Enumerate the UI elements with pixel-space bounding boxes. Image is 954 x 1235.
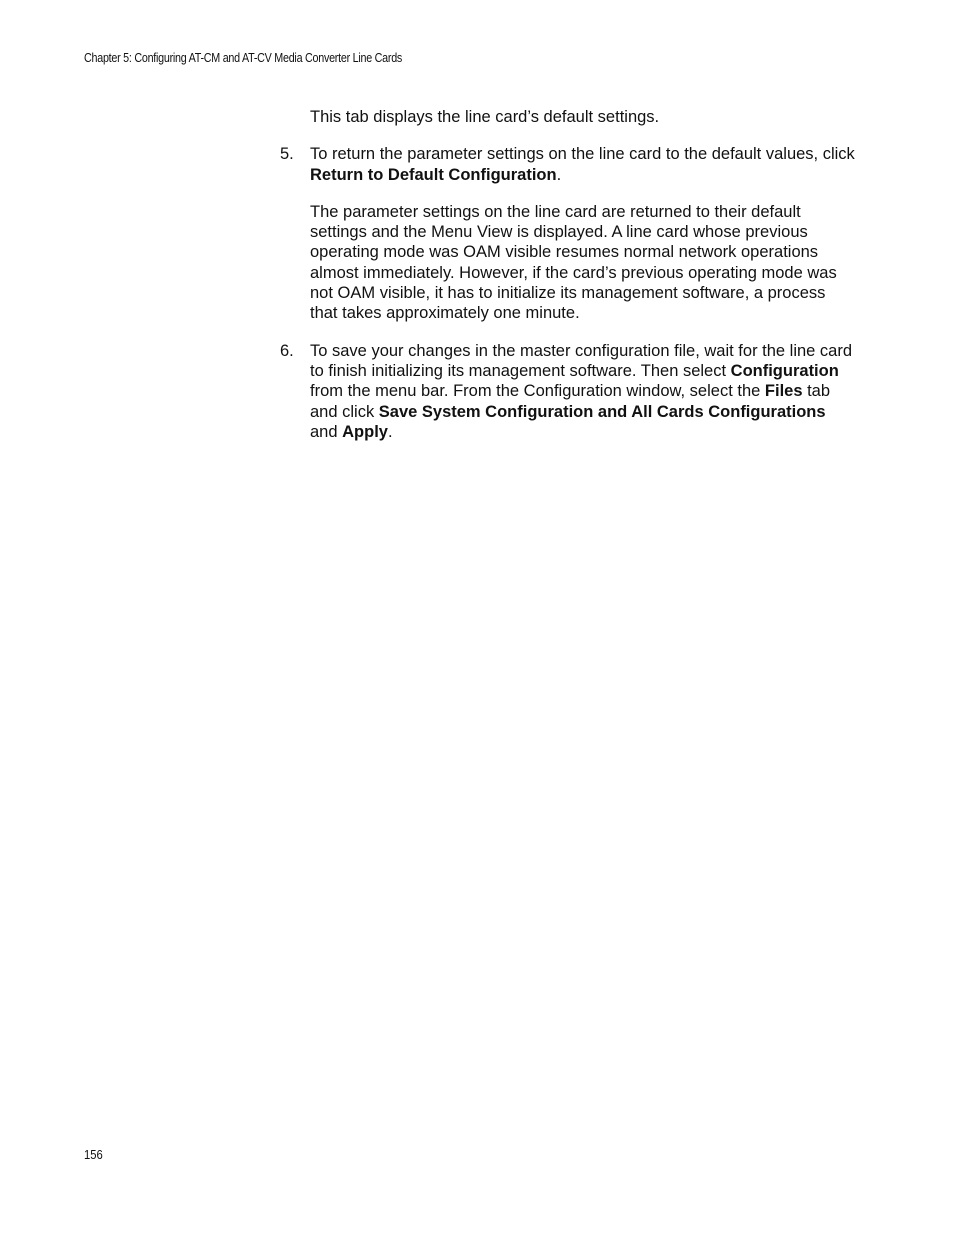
step-5 [280, 144, 855, 185]
step-6 [280, 341, 855, 442]
step-6-instruction: To save your changes in the master configuration file, wait for the line card to finish initializing its management software. Then select Configuration from the menu bar. From the Configuration window, select the Files tab and click Save System Configuration and All Cards Configurations and Apply. [310, 341, 853, 441]
save-system-configuration-label: Save System Configuration and All Cards Configurations [378, 402, 826, 421]
files-tab-label: Files [764, 382, 803, 401]
return-to-default-configuration-label: Return to Default Configuration [310, 165, 557, 184]
step-5-instruction: To return the parameter settings on the line card to the default values, click Return to Default Configuration. [310, 145, 855, 184]
step-5-result-paragraph: The parameter settings on the line card are returned to their default settings and the Menu View is displayed. A line card whose previous operating mode was OAM visible resumes normal network operations almost immediately. However, if the card’s previous operating mode was not OAM visible, it has to initialize its management software, a process that takes approximately one minute. [310, 202, 837, 323]
running-header: Chapter 5: Configuring AT-CM and AT-CV Media Converter Line Cards [84, 51, 403, 65]
page-content [280, 107, 855, 459]
page-number: 156 [84, 1148, 103, 1162]
step-5-number: 5. [280, 145, 294, 164]
apply-label: Apply [342, 422, 388, 441]
intro-paragraph: This tab displays the line card’s default settings. [310, 108, 660, 126]
configuration-menu-label: Configuration [730, 361, 839, 380]
step-6-number: 6. [280, 341, 294, 360]
